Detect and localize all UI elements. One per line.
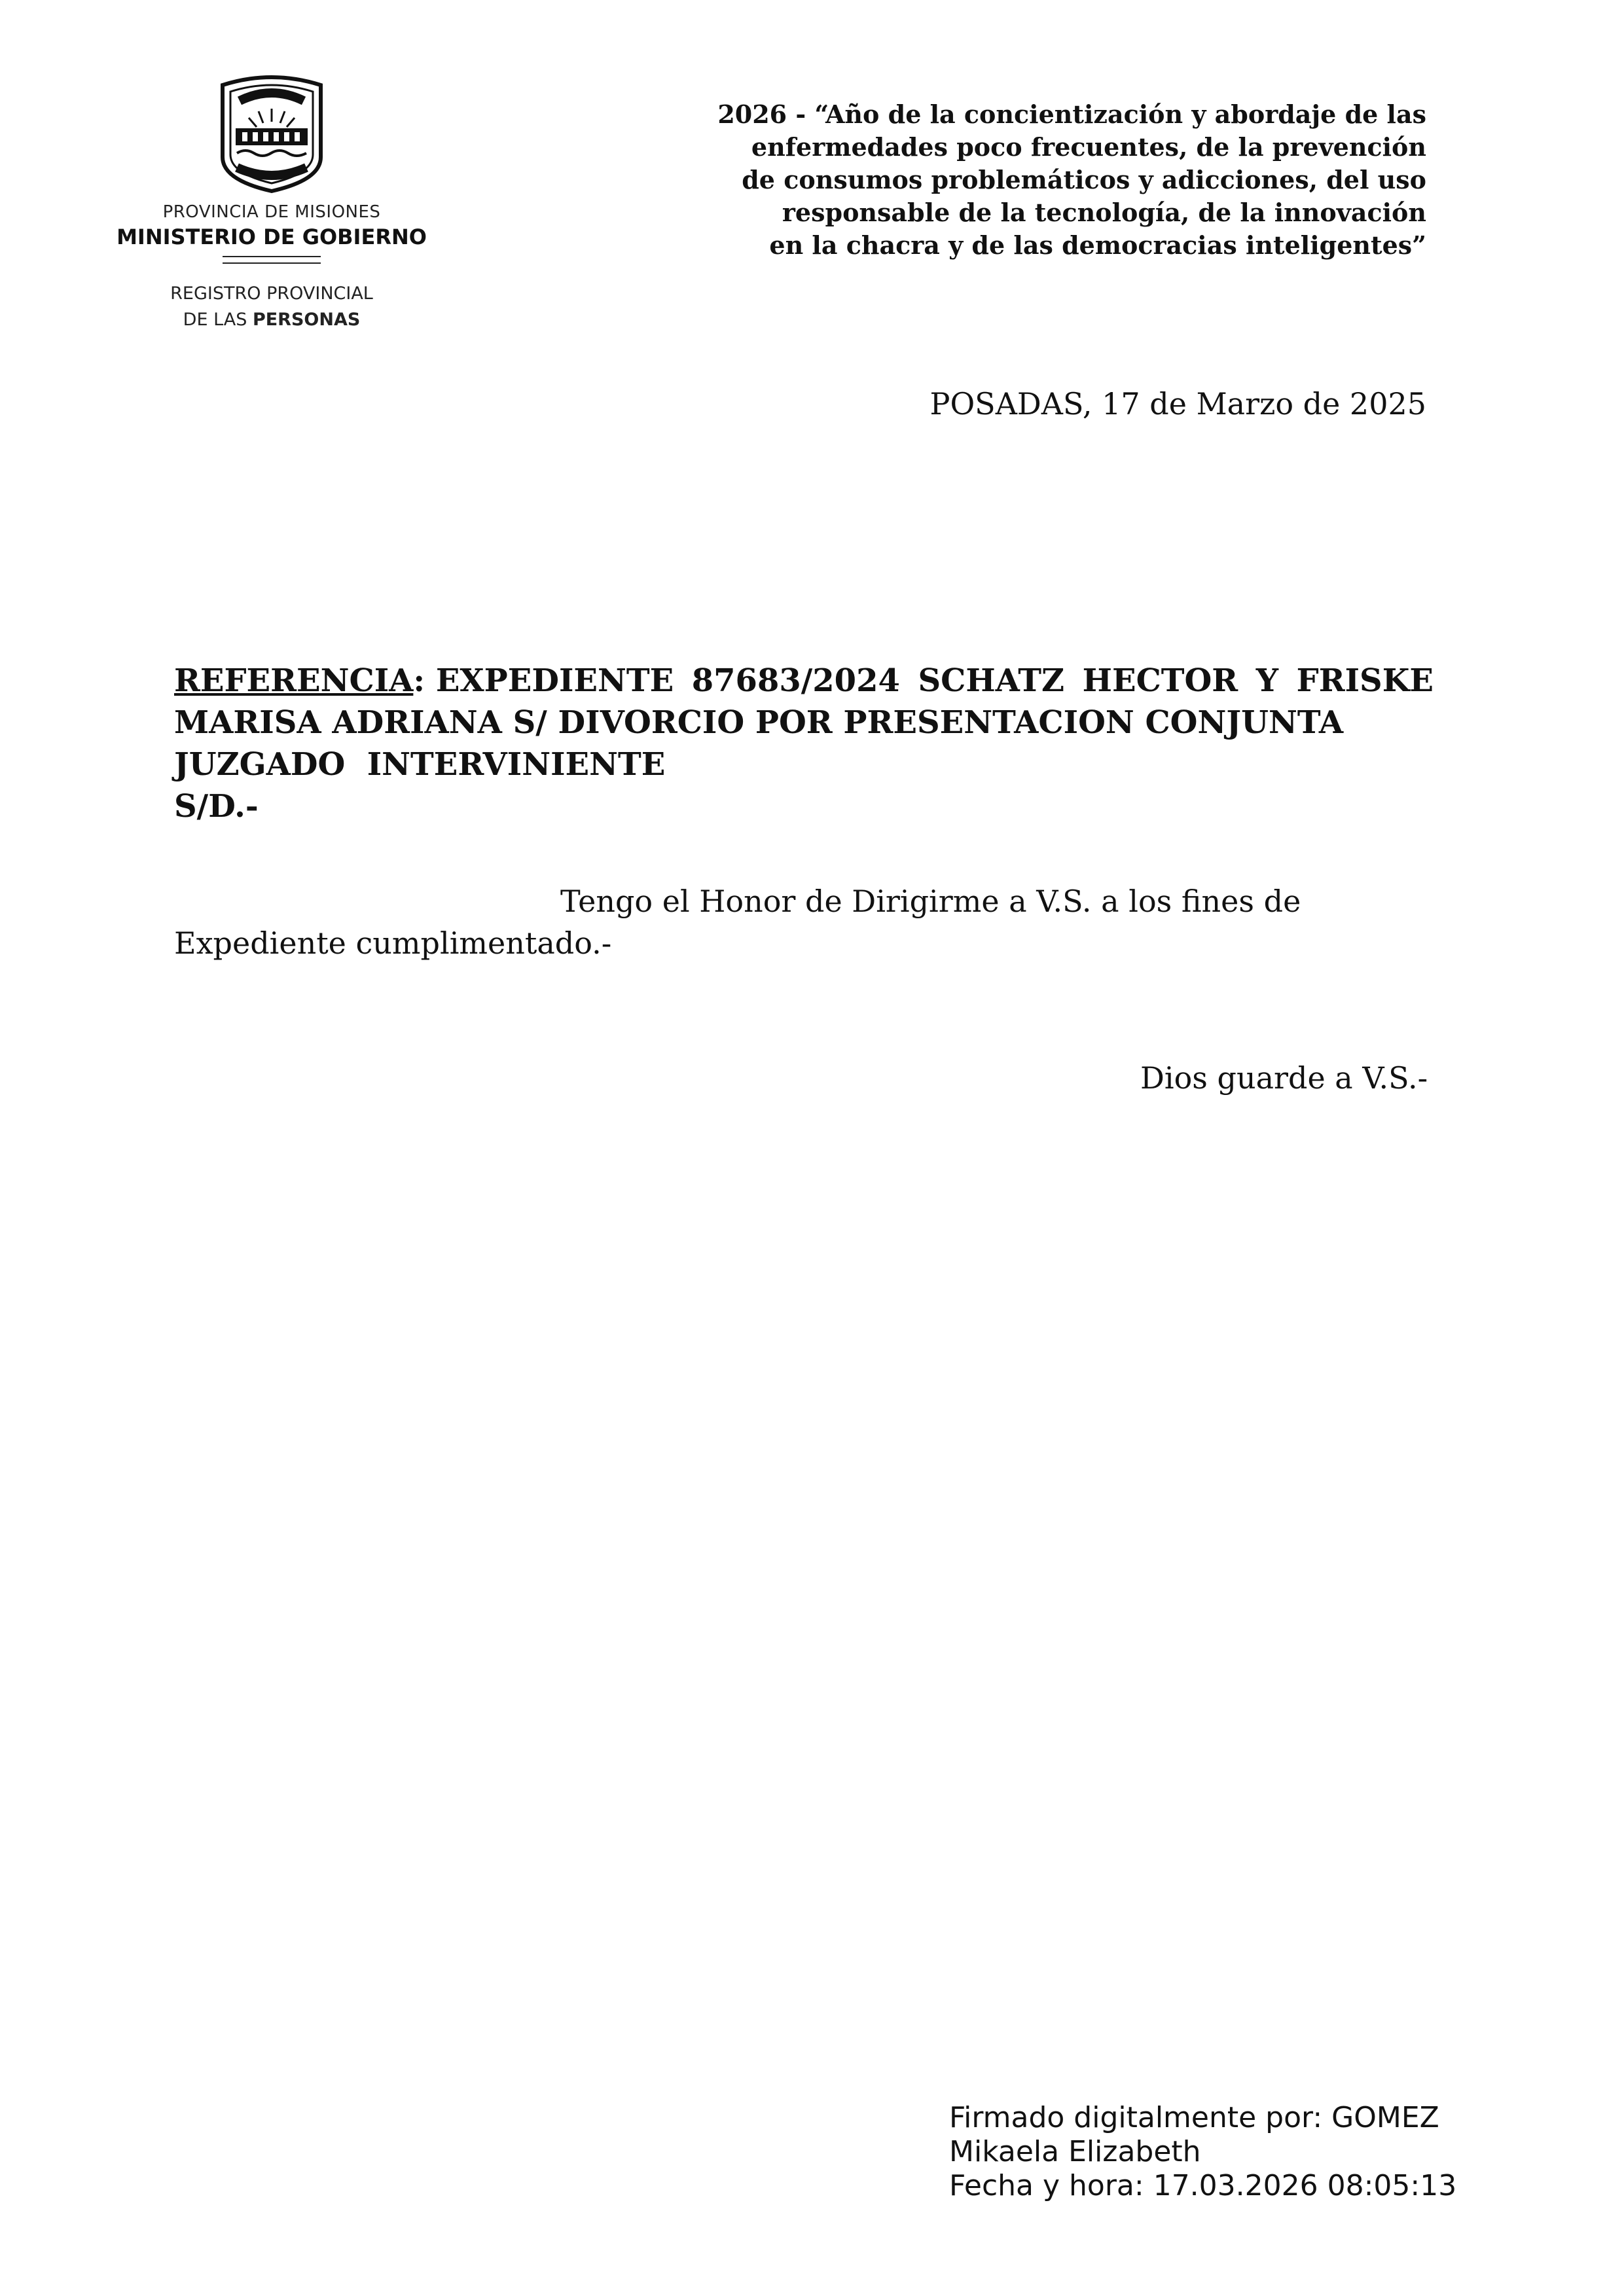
- letterhead-divider: [223, 256, 321, 257]
- year-motto: [575, 98, 1426, 262]
- motto-line: de consumos problemáticos y adicciones, del uso: [742, 165, 1426, 194]
- letterhead: [105, 72, 439, 333]
- reference-first-word: [174, 660, 674, 702]
- digital-signature: [949, 2101, 1456, 2203]
- registry-line-2: [105, 307, 439, 333]
- reference-word: HECTOR: [1082, 662, 1238, 699]
- registry-name: [105, 281, 439, 333]
- reference-word: 87683/2024: [691, 662, 900, 699]
- reference-line-4: S/D.-: [174, 788, 259, 825]
- province-name: PROVINCIA DE MISIONES: [162, 202, 381, 222]
- motto-line: enfermedades poco frecuentes, de la prevención: [751, 132, 1426, 162]
- reference-line-3: JUZGADO INTERVINIENTE: [174, 746, 666, 783]
- place-and-date: POSADAS, 17 de Marzo de 2025: [929, 386, 1426, 422]
- reference-word: : EXPEDIENTE: [413, 662, 674, 699]
- motto-line: en la chacra y de las democracias inteligentes”: [769, 230, 1426, 260]
- registry-line-1: REGISTRO PROVINCIAL: [170, 283, 373, 304]
- reference-line-1: [174, 660, 1434, 702]
- signature-line-3: Fecha y hora: 17.03.2026 08:05:13: [949, 2169, 1457, 2202]
- reference-label: REFERENCIA: [174, 662, 414, 699]
- motto-line: responsable de la tecnología, de la innovación: [782, 198, 1426, 227]
- body-line-2: Expediente cumplimentado.-: [174, 925, 612, 961]
- reference-word: FRISKE: [1296, 662, 1434, 699]
- provincia-de-misiones-seal-icon: [216, 72, 327, 193]
- letterhead-divider: [223, 262, 321, 264]
- body-paragraph: [174, 880, 1352, 964]
- motto-line: 2026 - “Año de la concientización y abordaje de las: [717, 99, 1426, 129]
- reference-line-2: MARISA ADRIANA S/ DIVORCIO POR PRESENTACION CONJUNTA: [174, 704, 1344, 741]
- reference-word: SCHATZ: [918, 662, 1065, 699]
- signature-line-2: Mikaela Elizabeth: [949, 2135, 1201, 2168]
- reference-word: Y: [1255, 662, 1279, 699]
- registry-line-2-prefix: DE LAS: [183, 310, 253, 330]
- registry-line-2-bold: PERSONAS: [252, 310, 361, 330]
- ministry-name: MINISTERIO DE GOBIERNO: [117, 224, 427, 249]
- body-line-1: Tengo el Honor de Dirigirme a V.S. a los fines de: [560, 884, 1301, 919]
- closing-salutation: Dios guarde a V.S.-: [1140, 1060, 1428, 1096]
- signature-line-1: Firmado digitalmente por: GOMEZ: [949, 2101, 1439, 2134]
- reference-block: [174, 660, 1434, 827]
